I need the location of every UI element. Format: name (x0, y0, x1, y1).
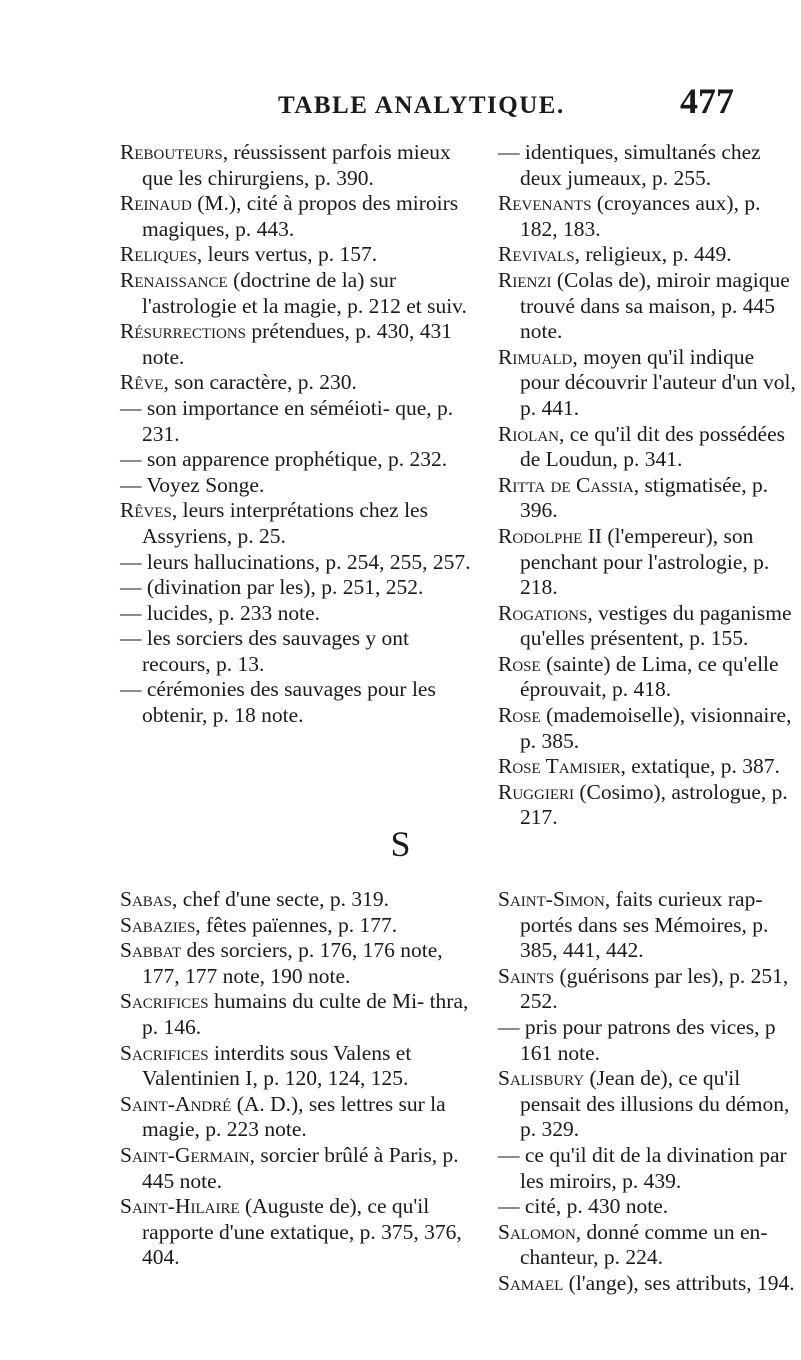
index-entry (498, 524, 798, 601)
entry-headword: Rose Tamisier (498, 754, 621, 779)
entry-headword: — (498, 1014, 520, 1039)
entry-headword: Saint-Hilaire (120, 1194, 240, 1219)
entry-text: (M.), cité à propos des miroirs magiques, p. 443. (142, 191, 459, 241)
index-column-right-r (498, 140, 798, 831)
entry-text: prétendues, p. 430, 431 note. (142, 319, 453, 369)
entry-text: , leurs interprétations chez les Assyriens, p. 25. (142, 498, 428, 548)
entry-text: son importance en séméioti- que, p. 231. (141, 395, 454, 446)
index-entry (120, 989, 480, 1040)
entry-text: lucides, p. 233 note. (141, 600, 321, 625)
entry-headword: Reliques (120, 242, 197, 267)
entry-text: cité, p. 430 note. (519, 1194, 669, 1219)
index-entry (498, 1015, 798, 1066)
entry-text: (sainte) de Lima, ce qu'elle éprouvait, p. 418. (520, 651, 779, 702)
index-entry (498, 1066, 798, 1143)
entry-text: (doctrine de la) sur l'astrologie et la magie, p. 212 et suiv. (142, 267, 467, 318)
entry-headword: Rêves (120, 498, 172, 523)
index-entry (120, 396, 480, 447)
entry-text: (divination par les), p. 251, 252. (141, 575, 424, 600)
index-entry (498, 1194, 798, 1220)
running-title: TABLE ANALYTIQUE. (278, 92, 565, 119)
index-entry (120, 626, 480, 677)
index-entry (498, 242, 798, 268)
entry-text: humains du culte de Mi- thra, p. 146. (142, 989, 469, 1039)
entry-text: (Auguste de), ce qu'il rapporte d'une extatique, p. 375, 376, 404. (142, 1194, 462, 1270)
entry-text: , donné comme un en- chanteur, p. 224. (520, 1219, 768, 1270)
entry-text: (Jean de), ce qu'il pensait des illusions du démon, p. 329. (520, 1066, 790, 1142)
index-column-left-r (120, 140, 480, 729)
entry-headword: Rêve (120, 370, 164, 395)
index-column-left-s (120, 887, 480, 1271)
entry-headword: Saint-André (120, 1091, 232, 1116)
index-entry (120, 1041, 480, 1092)
entry-text: , ce qu'il dit des possédées de Loudun, p. 341. (520, 421, 785, 472)
entry-text: ce qu'il dit de la divination par les miroirs, p. 439. (519, 1142, 787, 1193)
entry-text: , son caractère, p. 230. (163, 370, 357, 395)
entry-headword: Revenants (498, 191, 592, 216)
index-entry (498, 268, 798, 345)
entry-text: (croyances aux), p. 182, 183. (520, 191, 761, 241)
entry-headword: Reinaud (120, 191, 192, 216)
entry-text: , vestiges du paganisme qu'elles présentent, p. 155. (520, 600, 792, 651)
entry-headword: — (120, 472, 142, 497)
index-entry (120, 140, 480, 191)
index-entry (120, 268, 480, 319)
index-entry (120, 498, 480, 549)
index-entry (498, 887, 798, 964)
entry-text: , chef d'une secte, p. 319. (171, 887, 389, 911)
entry-text: , leurs vertus, p. 157. (196, 242, 378, 267)
entry-text: interdits sous Valens et Valentinien I, p. 120, 124, 125. (142, 1040, 412, 1091)
entry-headword: Rebouteurs (120, 140, 223, 164)
entry-text: (l'ange), ses attributs, 194. (563, 1270, 795, 1295)
entry-headword: — (120, 395, 142, 420)
entry-text: , fêtes païennes, p. 177. (195, 912, 398, 937)
entry-headword: Riolan (498, 421, 559, 446)
entry-headword: Sacrifices (120, 1040, 209, 1065)
index-entry (120, 677, 480, 728)
index-entry (498, 191, 798, 242)
index-entry (498, 964, 798, 1015)
section-letter-s: S (390, 824, 411, 864)
entry-headword: Saints (498, 963, 555, 988)
entry-headword: — (120, 447, 142, 472)
index-entry (120, 938, 480, 989)
entry-text: les sorciers des sauvages y ont recours, p. 13. (141, 626, 409, 676)
entry-headword: — (498, 1194, 520, 1219)
entry-headword: Samael (498, 1270, 564, 1295)
index-entry (120, 1194, 480, 1271)
index-entry (120, 473, 480, 499)
index-entry (120, 913, 480, 939)
entry-text: (guérisons par les), p. 251, 252. (520, 963, 789, 1014)
entry-headword: Rose (498, 651, 541, 676)
index-entry (120, 1143, 480, 1194)
entry-headword: — (120, 600, 142, 625)
index-entry (498, 473, 798, 524)
entry-headword: Rimuald (498, 344, 573, 369)
index-entry (498, 1220, 798, 1271)
entry-headword: — (120, 677, 142, 702)
entry-text: , réussissent parfois mieux que les chirurgiens, p. 390. (142, 140, 451, 190)
entry-text: identiques, simultanés chez deux jumeaux, p. 255. (519, 140, 761, 190)
page-number: 477 (680, 81, 734, 121)
index-entry (120, 191, 480, 242)
index-column-right-s (498, 887, 798, 1297)
index-entry (120, 319, 480, 370)
index-entry (498, 422, 798, 473)
entry-headword: Sabbat (120, 938, 182, 963)
entry-text: , stigmatisée, p. 396. (520, 472, 769, 523)
entry-headword: Ritta de Cassia (498, 472, 634, 497)
page-header (0, 81, 801, 126)
index-entry (498, 652, 798, 703)
entry-text: pris pour patrons des vices, p 161 note. (519, 1014, 776, 1065)
entry-headword: Saint-Simon (498, 887, 605, 911)
entry-headword: — (120, 575, 142, 600)
entry-text: (Cosimo), astrologue, p. 217. (520, 779, 788, 830)
entry-headword: — (120, 549, 142, 574)
entry-text: , faits curieux rap- portés dans ses Mémoires, p. 385, 441, 442. (520, 887, 769, 963)
entry-headword: Sabas (120, 887, 172, 911)
entry-headword: Sabazies (120, 912, 196, 937)
index-entry (120, 887, 480, 913)
entry-text: , moyen qu'il indique pour découvrir l'auteur d'un vol, p. 441. (520, 344, 796, 420)
entry-headword: Résurrections (120, 319, 247, 344)
index-entry (120, 550, 480, 576)
entry-headword: Renaissance (120, 267, 228, 292)
entry-headword: Revivals (498, 242, 575, 267)
entry-text: son apparence prophétique, p. 232. (141, 447, 448, 472)
entry-text: , religieux, p. 449. (574, 242, 732, 267)
entry-headword: Sacrifices (120, 989, 209, 1014)
entry-headword: — (498, 1142, 520, 1167)
entry-text: leurs hallucinations, p. 254, 255, 257. (141, 549, 471, 574)
entry-headword: Rose (498, 703, 541, 728)
entry-headword: Salisbury (498, 1066, 585, 1091)
entry-headword: Rogations (498, 600, 588, 625)
entry-headword: Salomon (498, 1219, 576, 1244)
entry-text: (A. D.), ses lettres sur la magie, p. 223 note. (142, 1091, 446, 1142)
index-entry (120, 575, 480, 601)
index-entry (498, 601, 798, 652)
index-entry (498, 754, 798, 780)
entry-headword: Ruggieri (498, 779, 574, 804)
entry-text: (mademoiselle), visionnaire, p. 385. (520, 703, 792, 753)
entry-headword: Saint-Germain (120, 1142, 250, 1167)
entry-text: , sorcier brûlé à Paris, p. 445 note. (142, 1142, 459, 1193)
entry-text: (Colas de), miroir magique trouvé dans sa maison, p. 445 note. (520, 267, 790, 344)
index-entry (120, 370, 480, 396)
entry-text: cérémonies des sauvages pour les obtenir, p. 18 note. (141, 677, 436, 728)
entry-headword: Rienzi (498, 267, 552, 292)
entry-text: Voyez Songe. (141, 472, 265, 497)
index-entry (498, 140, 798, 191)
entry-headword: — (498, 140, 520, 164)
index-entry (120, 601, 480, 627)
index-entry (498, 703, 798, 754)
index-entry (498, 1271, 798, 1297)
index-entry (498, 345, 798, 422)
entry-text: II (l'empereur), son penchant pour l'astrologie, p. 218. (520, 523, 770, 600)
entry-headword: Rodolphe (498, 523, 583, 548)
entry-headword: — (120, 626, 142, 651)
entry-text: , extatique, p. 387. (620, 754, 780, 779)
index-entry (498, 1143, 798, 1194)
index-entry (120, 1092, 480, 1143)
entry-text: des sorciers, p. 176, 176 note, 177, 177 note, 190 note. (142, 938, 443, 988)
index-entry (120, 447, 480, 473)
index-entry (120, 242, 480, 268)
